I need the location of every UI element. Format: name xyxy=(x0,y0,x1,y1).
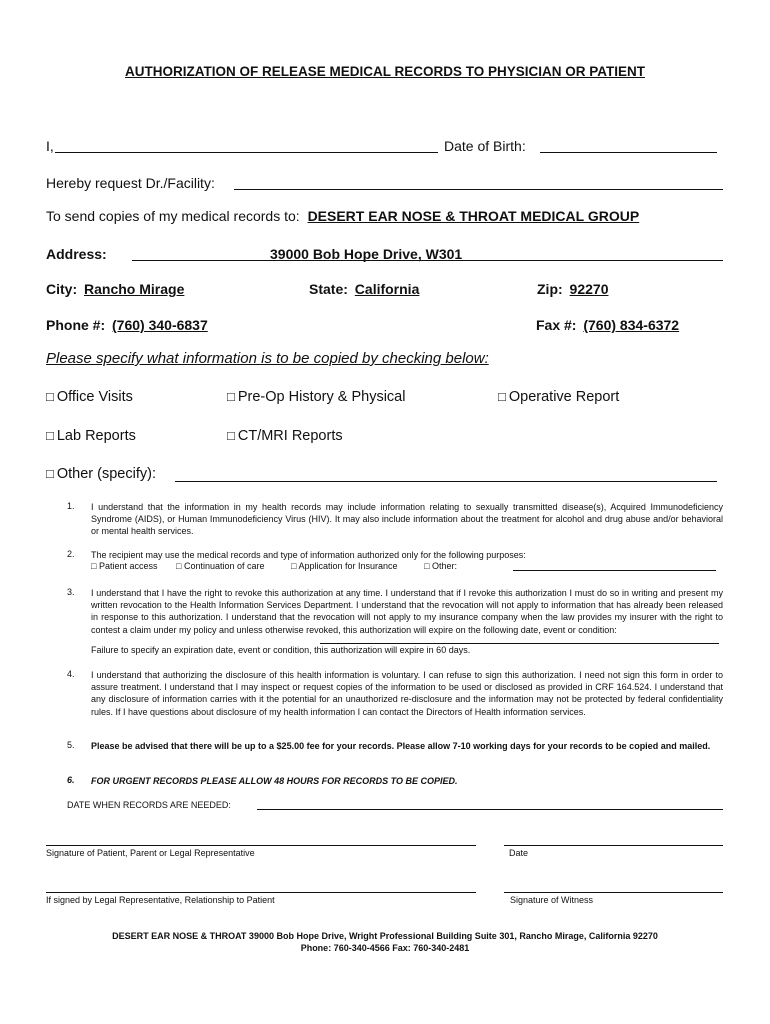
phone-value: (760) 340-6837 xyxy=(112,317,208,333)
fax-label: Fax #: xyxy=(536,317,577,333)
date-needed-label: DATE WHEN RECORDS ARE NEEDED: xyxy=(67,800,231,810)
legal-rep-line[interactable] xyxy=(46,892,476,893)
zip-label: Zip: xyxy=(537,281,563,297)
purpose-patient-access-label: Patient access xyxy=(98,561,158,571)
state-label: State: xyxy=(309,281,348,297)
item-number: 5. xyxy=(67,740,75,750)
zip-row xyxy=(537,281,608,297)
checkbox-icon[interactable]: □ xyxy=(46,466,54,481)
ctmri-label: CT/MRI Reports xyxy=(237,428,343,444)
lab-reports-option[interactable] xyxy=(46,428,136,444)
item-4-text: I understand that authorizing the disclosure of this health information is voluntary. I can refuse to sign this authorization. I need not sign this form in order to assure treatment. I understand that I may inspect or request copies of the information to be used or disclosed as provided in CRF 164.524. I understand that any disclosure of information carries with it the potential for an unauthorized re-disclosure and the information may not be protected by federal confidentiality rules. If I have questions about disclosure of my health information I can contact the Directors of Health information services. xyxy=(91,670,723,717)
item-number: 4. xyxy=(67,669,75,679)
date-signature-line[interactable] xyxy=(504,845,723,846)
address-field[interactable] xyxy=(132,260,723,261)
request-facility-label: Hereby request Dr./Facility: xyxy=(46,175,215,191)
state-value: California xyxy=(354,281,420,297)
zip-value: 92270 xyxy=(569,281,609,297)
date-signature-label: Date xyxy=(509,848,529,858)
phone-label: Phone #: xyxy=(46,317,106,333)
purpose-other-label: Other: xyxy=(432,561,458,571)
state-row xyxy=(309,281,419,297)
other-label: Other (specify): xyxy=(56,466,156,482)
checkbox-icon[interactable]: □ xyxy=(46,428,54,443)
item-number: 3. xyxy=(67,587,75,597)
patient-name-label: I, xyxy=(46,138,54,154)
other-specify-field[interactable] xyxy=(175,481,717,482)
purpose-continuation[interactable] xyxy=(176,561,265,571)
other-option[interactable] xyxy=(46,466,156,482)
patient-signature-label: Signature of Patient, Parent or Legal Representative xyxy=(46,848,255,858)
form-title: AUTHORIZATION OF RELEASE MEDICAL RECORDS TO PHYSICIAN OR PATIENT xyxy=(124,64,646,79)
item-number: 1. xyxy=(67,501,75,511)
operative-report-option[interactable] xyxy=(498,389,619,405)
send-to-line xyxy=(46,208,639,224)
checkbox-icon[interactable]: □ xyxy=(227,428,235,443)
fax-row xyxy=(536,317,679,333)
item-3-failure-text: Failure to specify an expiration date, event or condition, this authorization will expire in 60 days. xyxy=(91,645,471,655)
fax-value: (760) 834-6372 xyxy=(583,317,680,333)
office-visits-label: Office Visits xyxy=(56,389,133,405)
checkbox-icon[interactable]: □ xyxy=(498,389,506,404)
preop-label: Pre-Op History & Physical xyxy=(237,389,406,405)
witness-signature-line[interactable] xyxy=(504,892,723,893)
item-number: 2. xyxy=(67,549,75,559)
send-to-recipient: DESERT EAR NOSE & THROAT MEDICAL GROUP xyxy=(307,208,640,224)
legal-rep-label: If signed by Legal Representative, Relationship to Patient xyxy=(46,895,275,905)
phone-row xyxy=(46,317,208,333)
city-value: Rancho Mirage xyxy=(84,281,185,297)
instructions: Please specify what information is to be copied by checking below: xyxy=(46,350,489,367)
purpose-insurance[interactable] xyxy=(291,561,398,571)
address-value: 39000 Bob Hope Drive, W301 xyxy=(270,246,463,262)
purpose-other[interactable] xyxy=(424,561,457,571)
purpose-continuation-label: Continuation of care xyxy=(183,561,265,571)
office-visits-option[interactable] xyxy=(46,389,133,405)
checkbox-icon[interactable]: □ xyxy=(227,389,235,404)
operative-report-label: Operative Report xyxy=(508,389,620,405)
item-2-text: The recipient may use the medical records and type of information authorized only for the following purposes: xyxy=(91,550,526,560)
request-facility-field[interactable] xyxy=(234,189,723,190)
address-label: Address: xyxy=(46,246,107,262)
checkbox-icon[interactable]: □ xyxy=(176,561,182,571)
checkbox-icon[interactable]: □ xyxy=(424,561,430,571)
witness-signature-label: Signature of Witness xyxy=(510,895,594,905)
lab-reports-label: Lab Reports xyxy=(56,428,136,444)
item-3-text: I understand that I have the right to revoke this authorization at any time. I understand that if I revoke this authorization I must do so in writing and present my written revocation to the Health Information Services Department. I understand that the revocation will not apply to information that has already been released in response to this authorization. I understand that the revocation will not apply to my insurance company when the law provides my insurer with the right to contest a claim under my policy and unless otherwise revoked, this authorization will expire on the following date, event or condition: xyxy=(91,588,723,635)
checkbox-icon[interactable]: □ xyxy=(291,561,297,571)
item-number: 6. xyxy=(67,775,75,785)
purpose-other-field[interactable] xyxy=(513,570,716,571)
patient-signature-line[interactable] xyxy=(46,845,476,846)
item-1-text: I understand that the information in my health records may include information relating to sexually transmitted disease(s), Acquired Immunodeficiency Syndrome (AIDS), or Human Immunodeficiency Virus (HIV). It may also include information about the treatment for alcohol and drug abuse and/or behavioral or mental health services. xyxy=(91,502,723,537)
ctmri-option[interactable] xyxy=(227,428,343,444)
date-needed-field[interactable] xyxy=(257,809,723,810)
city-row xyxy=(46,281,190,297)
dob-label: Date of Birth: xyxy=(444,138,526,154)
dob-field[interactable] xyxy=(540,152,717,153)
preop-option[interactable] xyxy=(227,389,405,405)
purpose-patient-access[interactable] xyxy=(91,561,157,571)
send-to-label: To send copies of my medical records to: xyxy=(46,208,300,224)
checkbox-icon[interactable]: □ xyxy=(91,561,97,571)
checkbox-icon[interactable]: □ xyxy=(46,389,54,404)
city-label: City: xyxy=(46,281,78,297)
item-6-text: FOR URGENT RECORDS PLEASE ALLOW 48 HOURS FOR RECORDS TO BE COPIED. xyxy=(91,776,458,786)
footer-phone: Phone: 760-340-4566 Fax: 760-340-2481 xyxy=(300,943,470,953)
purpose-options-row xyxy=(91,561,457,571)
purpose-insurance-label: Application for Insurance xyxy=(298,561,398,571)
patient-name-field[interactable] xyxy=(55,152,438,153)
footer-address: DESERT EAR NOSE & THROAT 39000 Bob Hope Drive, Wright Professional Building Suite 301, Rancho Mirage, California 92270 xyxy=(112,931,658,941)
item-5-text: Please be advised that there will be up to a $25.00 fee for your records. Please allow 7-10 working days for your records to be copied and mailed. xyxy=(91,741,711,751)
